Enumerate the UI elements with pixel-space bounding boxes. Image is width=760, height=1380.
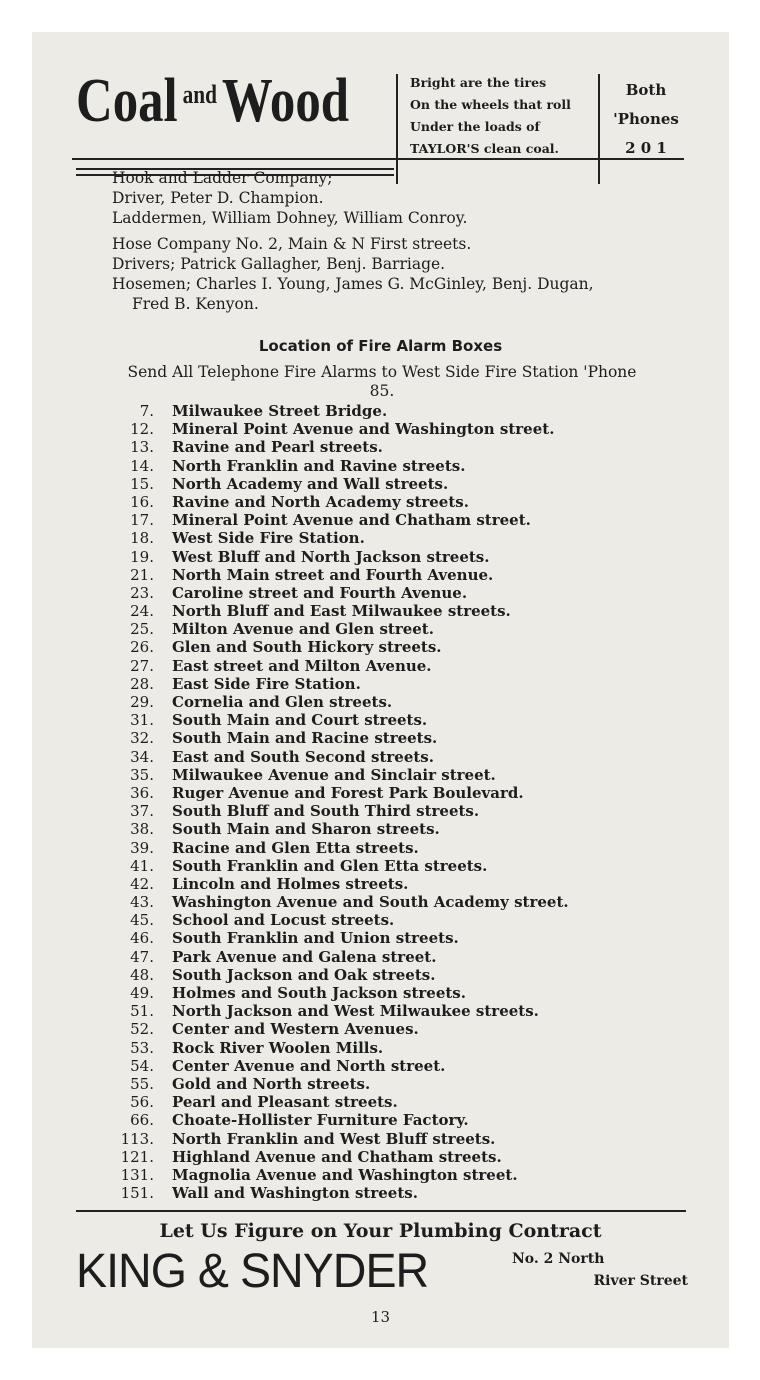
alarm-box-location: North Bluff and East Milwaukee streets. [172, 602, 511, 621]
address-line: No. 2 North [512, 1251, 605, 1267]
alarm-box-number: 47. [130, 947, 154, 966]
alarm-box-location: Center and Western Avenues. [172, 1020, 419, 1039]
alarm-box-number: 36. [130, 783, 154, 802]
alarm-box-location: Holmes and South Jackson streets. [172, 984, 466, 1002]
alarm-box-number: 26. [130, 638, 154, 657]
ad-headline [76, 67, 350, 135]
alarm-box-number: 16. [130, 492, 154, 511]
alarm-box-location: Cornelia and Glen streets. [172, 693, 393, 711]
header-rule [72, 158, 684, 160]
phones-line: 2 0 1 [625, 139, 667, 157]
alarm-box-number: 46. [130, 929, 154, 948]
ad-poem [410, 72, 595, 160]
alarm-box-location: Ravine and Pearl streets. [172, 438, 383, 457]
alarm-box-number: 151. [120, 1184, 154, 1203]
alarm-box-row [102, 1020, 692, 1038]
alarm-box-row [102, 1166, 692, 1184]
alarm-box-location: Lincoln and Holmes streets. [172, 874, 409, 893]
alarm-box-location: Caroline street and Fourth Avenue. [172, 583, 468, 602]
hose-company-heading: Hose Company No. 2, Main & N First streets. [112, 235, 472, 253]
alarm-box-number: 32. [130, 729, 154, 748]
alarm-box-number: 45. [130, 911, 154, 930]
alarm-box-row [102, 602, 692, 620]
fire-company-roster [112, 168, 692, 314]
phones-line: Both [625, 81, 667, 99]
alarm-box-location: Racine and Glen Etta streets. [172, 838, 419, 857]
alarm-box-location: South Main and Sharon streets. [172, 820, 440, 839]
alarm-box-location: South Franklin and Union streets. [172, 929, 459, 948]
alarm-box-row [102, 566, 692, 584]
alarm-box-location: South Main and Court streets. [172, 711, 428, 730]
alarm-box-number: 21. [130, 565, 154, 584]
alarm-box-number: 31. [130, 711, 154, 730]
ad-phones [606, 76, 686, 163]
hosemen-continued: Fred B. Kenyon. [132, 295, 259, 313]
address-line: River Street [593, 1273, 688, 1289]
alarm-box-number: 48. [130, 965, 154, 984]
alarm-box-number: 34. [130, 747, 154, 766]
alarm-box-location: West Bluff and North Jackson streets. [172, 547, 490, 566]
alarm-box-row [102, 1075, 692, 1093]
alarm-box-number: 52. [130, 1020, 154, 1039]
alarm-box-row [102, 1130, 692, 1148]
alarm-box-number: 15. [130, 474, 154, 493]
alarm-box-location: Mineral Point Avenue and Chatham street. [172, 511, 531, 530]
page-number: 13 [370, 1308, 391, 1326]
alarm-box-location: North Main street and Fourth Avenue. [172, 565, 494, 584]
phones-line: 'Phones [613, 110, 679, 128]
hose-drivers: Drivers; Patrick Gallagher, Benj. Barriage. [112, 255, 446, 273]
alarm-box-location: Gold and North streets. [172, 1074, 371, 1093]
alarm-box-number: 53. [130, 1038, 154, 1057]
company-name: KING & SNYDER [76, 1245, 429, 1298]
alarm-box-row [102, 839, 692, 857]
alarm-box-number: 27. [130, 656, 154, 675]
alarm-box-row [102, 929, 692, 947]
alarm-box-row [102, 820, 692, 838]
alarm-box-location: South Main and Racine streets. [172, 729, 438, 748]
alarm-box-number: 43. [130, 893, 154, 912]
alarm-box-number: 121. [120, 1147, 154, 1166]
poem-line: On the wheels that roll [410, 97, 571, 112]
alarm-box-row [102, 1184, 692, 1202]
ad-word-coal: Coal [76, 67, 178, 135]
company-address [512, 1248, 688, 1292]
alarm-box-row [102, 420, 692, 438]
alarm-box-row [102, 1002, 692, 1020]
alarm-box-row [102, 784, 692, 802]
alarm-box-location: Highland Avenue and Chatham streets. [172, 1147, 502, 1166]
alarm-box-number: 37. [130, 802, 154, 821]
alarm-box-row [102, 802, 692, 820]
alarm-box-location: Washington Avenue and South Academy street. [172, 893, 569, 912]
alarm-box-row [102, 875, 692, 893]
alarm-box-location: North Academy and Wall streets. [172, 474, 449, 493]
alarm-box-row [102, 729, 692, 747]
alarm-box-number: 54. [130, 1056, 154, 1075]
alarm-box-number: 28. [130, 674, 154, 693]
alarm-box-location: East street and Milton Avenue. [172, 656, 432, 675]
alarm-box-location: Milwaukee Avenue and Sinclair street. [172, 765, 496, 784]
alarm-box-location: Choate-Hollister Furniture Factory. [172, 1111, 469, 1130]
alarm-box-location: North Franklin and West Bluff streets. [172, 1129, 496, 1148]
alarm-box-row [102, 766, 692, 784]
poem-line: TAYLOR'S clean coal. [410, 141, 559, 156]
alarm-box-row [102, 548, 692, 566]
alarm-box-number: 7. [139, 402, 154, 420]
alarm-box-row [102, 620, 692, 638]
alarm-box-number: 19. [130, 547, 154, 566]
alarm-box-location: Glen and South Hickory streets. [172, 638, 442, 657]
alarm-box-row [102, 638, 692, 656]
alarm-box-row [102, 493, 692, 511]
hook-ladder-driver: Driver, Peter D. Champion. [112, 189, 324, 207]
alarm-box-number: 41. [130, 856, 154, 875]
hook-ladder-heading: Hook and Ladder Company; [112, 169, 333, 187]
alarm-box-row [102, 584, 692, 602]
alarm-box-number: 39. [130, 838, 154, 857]
alarm-box-location: Mineral Point Avenue and Washington street. [172, 420, 555, 439]
alarm-box-row [102, 1039, 692, 1057]
alarm-box-location: North Jackson and West Milwaukee streets. [172, 1002, 539, 1021]
alarm-box-row [102, 857, 692, 875]
instruction-line: Send All Telephone Fire Alarms to West Side Fire Station 'Phone [127, 363, 637, 381]
alarm-box-number: 13. [130, 438, 154, 457]
ad-word-and: and [182, 80, 217, 109]
alarm-box-location: Ruger Avenue and Forest Park Boulevard. [172, 783, 524, 802]
alarm-box-location: South Jackson and Oak streets. [172, 965, 436, 984]
ad-word-wood: Wood [221, 67, 350, 135]
alarm-box-list [102, 402, 692, 1202]
alarm-box-row [102, 438, 692, 456]
instruction-phone-number: 85. [369, 382, 395, 400]
alarm-box-location: South Bluff and South Third streets. [172, 802, 480, 821]
directory-page [32, 32, 729, 1348]
alarm-box-location: School and Locust streets. [172, 911, 395, 930]
alarm-box-number: 18. [130, 529, 154, 548]
alarm-box-location: Park Avenue and Galena street. [172, 947, 437, 966]
alarm-box-location: South Franklin and Glen Etta streets. [172, 856, 488, 875]
alarm-box-number: 24. [130, 602, 154, 621]
alarm-box-location: Center Avenue and North street. [172, 1056, 446, 1075]
alarm-box-number: 56. [130, 1093, 154, 1112]
alarm-box-number: 49. [130, 984, 154, 1002]
alarm-box-location: Ravine and North Academy streets. [172, 492, 469, 511]
alarm-box-number: 29. [130, 693, 154, 711]
alarm-box-number: 38. [130, 820, 154, 839]
hosemen: Hosemen; Charles I. Young, James G. McGinley, Benj. Dugan, [112, 275, 594, 293]
alarm-box-number: 131. [120, 1165, 154, 1184]
alarm-box-row [102, 1111, 692, 1129]
alarm-box-number: 17. [130, 511, 154, 530]
alarm-box-row [102, 402, 692, 420]
alarm-box-row [102, 511, 692, 529]
alarm-box-location: Rock River Woolen Mills. [172, 1038, 384, 1057]
alarm-box-location: North Franklin and Ravine streets. [172, 456, 466, 475]
alarm-box-row [102, 711, 692, 729]
alarm-box-number: 12. [130, 420, 154, 439]
poem-line: Bright are the tires [410, 75, 547, 90]
footer-rule [76, 1210, 686, 1212]
alarm-box-number: 14. [130, 456, 154, 475]
alarm-box-row [102, 675, 692, 693]
alarm-instruction [72, 363, 692, 401]
alarm-box-location: East Side Fire Station. [172, 674, 361, 693]
alarm-box-location: Wall and Washington streets. [172, 1184, 418, 1203]
alarm-box-number: 113. [120, 1129, 154, 1148]
alarm-box-row [102, 966, 692, 984]
laddermen: Laddermen, William Dohney, William Conroy. [112, 209, 468, 227]
alarm-box-location: Milwaukee Street Bridge. [172, 402, 388, 420]
alarm-box-row [102, 948, 692, 966]
alarm-box-row [102, 893, 692, 911]
plumbing-tagline: Let Us Figure on Your Plumbing Contract [159, 1220, 602, 1242]
alarm-box-number: 35. [130, 765, 154, 784]
alarm-box-number: 55. [130, 1074, 154, 1093]
alarm-box-row [102, 657, 692, 675]
alarm-box-row [102, 457, 692, 475]
alarm-box-location: East and South Second streets. [172, 747, 434, 766]
alarm-box-location: Pearl and Pleasant streets. [172, 1093, 398, 1112]
alarm-box-number: 25. [130, 620, 154, 639]
alarm-box-location: Magnolia Avenue and Washington street. [172, 1165, 518, 1184]
alarm-box-row [102, 748, 692, 766]
alarm-box-number: 66. [130, 1111, 154, 1130]
alarm-box-row [102, 1057, 692, 1075]
alarm-box-number: 42. [130, 874, 154, 893]
alarm-box-row [102, 693, 692, 711]
section-title: Location of Fire Alarm Boxes [258, 337, 503, 355]
alarm-box-row [102, 1148, 692, 1166]
alarm-box-row [102, 911, 692, 929]
alarm-box-number: 23. [130, 583, 154, 602]
alarm-box-location: West Side Fire Station. [172, 529, 365, 548]
alarm-box-row [102, 1093, 692, 1111]
alarm-box-row [102, 529, 692, 547]
alarm-box-row [102, 475, 692, 493]
alarm-box-number: 51. [130, 1002, 154, 1021]
poem-line: Under the loads of [410, 119, 540, 134]
alarm-box-location: Milton Avenue and Glen street. [172, 620, 434, 639]
alarm-box-row [102, 984, 692, 1002]
